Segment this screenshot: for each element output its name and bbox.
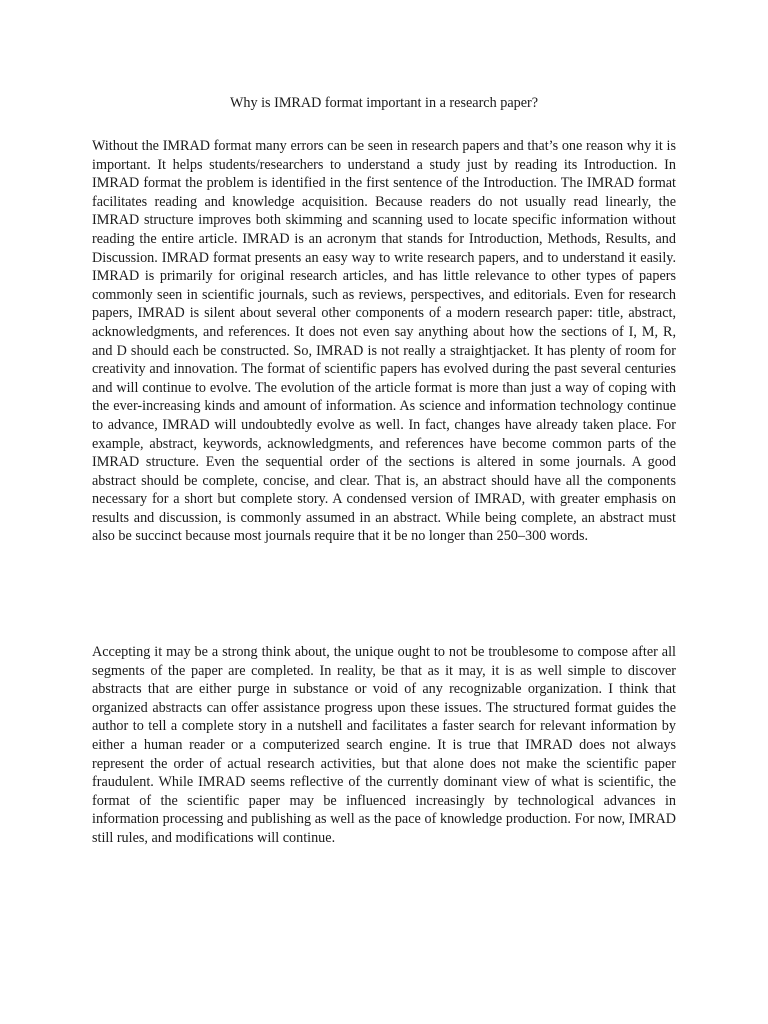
paragraph-1: Without the IMRAD format many errors can be seen in research papers and that’s one reason why it is important. It helps students/researchers to understand a study just by reading its Introduction. In IMRAD format the problem is identified in the first sentence of the Introduction. The IMRAD format facilitates reading and knowledge acquisition. Because readers do not usually read linearly, the IMRAD structure improves both skimming and scanning used to locate specific information without reading the entire article. IMRAD is an acronym that stands for Introduction, Methods, Results, and Discussion. IMRAD format presents an easy way to write research papers, and to understand it easily. IMRAD is primarily for original research articles, and has little relevance to other types of papers commonly seen in scientific journals, such as reviews, perspectives, and editorials. Even for research papers, IMRAD is silent about several other components of a modern research paper: title, abstract, acknowledgments, and references. It does not even say anything about how the sections of I, M, R, and D should each be constructed. So, IMRAD is not really a straightjacket. It has plenty of room for creativity and innovation. The format of scientific papers has evolved during the past several centuries and will continue to evolve. The evolution of the article format is more than just a way of coping with the ever-increasing kinds and amount of information. As science and information technology continue to advance, IMRAD will undoubtedly evolve as well. In fact, changes have already taken place. For example, abstract, keywords, acknowledgments, and references have become common parts of the IMRAD structure. Even the sequential order of the sections is altered in some journals. A good abstract should be complete, concise, and clear. That is, an abstract should have all the components necessary for a short but complete story. A condensed version of IMRAD, with greater emphasis on results and discussion, is commonly assumed in an abstract. While being complete, an abstract must also be succinct because most journals require that it be no longer than 250–300 words.	[92, 138, 676, 545]
document-title: Why is IMRAD format important in a research paper?	[229, 95, 539, 111]
paragraph-2: Accepting it may be a strong think about, the unique ought to not be troublesome to compose after all segments of the paper are completed. In reality, be that as it may, it is as well simple to discover abstracts that are either purge in substance or void of any recognizable organization. I think that organized abstracts can offer assistance progress upon these issues. The structured format guides the author to tell a complete story in a nutshell and facilitates a faster search for relevant information by either a human reader or a computerized search engine. It is true that IMRAD does not always represent the order of actual research activities, but that alone does not make the scientific paper fraudulent. While IMRAD seems reflective of the currently dominant view of what is scientific, the format of the scientific paper may be influenced increasingly by technological advances in information processing and publishing as well as the pace of knowledge production. For now, IMRAD still rules, and modifications will continue.	[92, 644, 676, 846]
